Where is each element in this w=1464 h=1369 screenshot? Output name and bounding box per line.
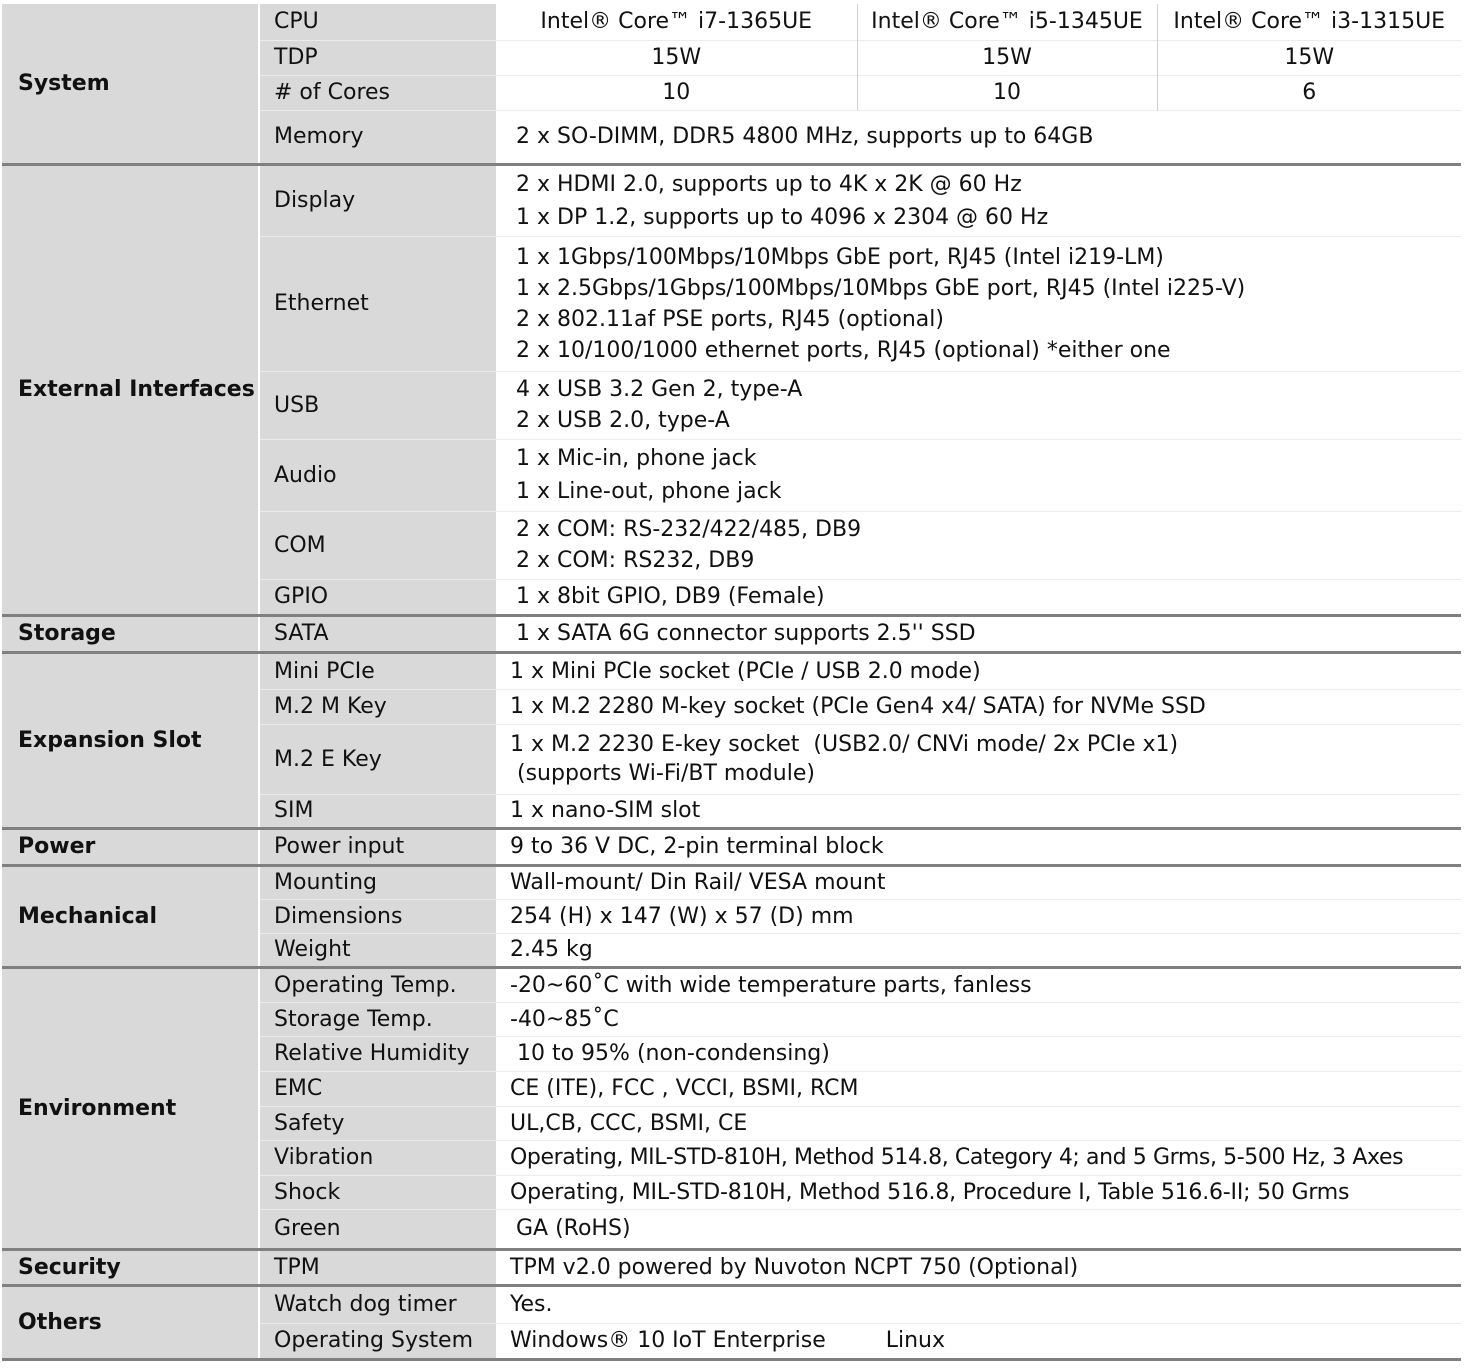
value-safety: UL,CB, CCC, BSMI, CE (496, 1106, 1461, 1140)
label-emc: EMC (259, 1071, 496, 1106)
m2-e-key-line: (supports Wi-Fi/BT module) (510, 761, 815, 786)
value-com (496, 511, 1461, 579)
com-line: 2 x COM: RS232, DB9 (516, 548, 755, 573)
label-tdp: TDP (259, 40, 496, 75)
label-sata: SATA (259, 615, 496, 652)
label-cores: # of Cores (259, 75, 496, 110)
label-watchdog: Watch dog timer (259, 1285, 496, 1323)
value-sata: 1 x SATA 6G connector supports 2.5'' SSD (496, 615, 1461, 652)
label-operating-system: Operating System (259, 1323, 496, 1359)
cores-i5: 10 (857, 75, 1157, 110)
value-sim: 1 x nano-SIM slot (496, 794, 1461, 828)
category-mechanical: Mechanical (2, 865, 259, 967)
value-watchdog: Yes. (496, 1285, 1461, 1323)
label-minipcie: Mini PCIe (259, 652, 496, 689)
row-display (2, 164, 1461, 236)
value-gpio: 1 x 8bit GPIO, DB9 (Female) (496, 579, 1461, 615)
cores-i3: 6 (1157, 75, 1461, 110)
row-minipcie (2, 652, 1461, 689)
os-windows: Windows® 10 IoT Enterprise (510, 1328, 826, 1353)
label-tpm: TPM (259, 1249, 496, 1285)
label-mounting: Mounting (259, 865, 496, 899)
label-dimensions: Dimensions (259, 899, 496, 933)
label-com: COM (259, 511, 496, 579)
value-m2-e-key (496, 724, 1461, 794)
label-m2-m-key: M.2 M Key (259, 689, 496, 724)
value-audio (496, 439, 1461, 511)
label-operating-temp: Operating Temp. (259, 967, 496, 1002)
category-system: System (2, 4, 259, 164)
m2-e-key-line: 1 x M.2 2230 E-key socket (USB2.0/ CNVi mode/ 2x PCIe x1) (510, 732, 1179, 757)
row-tpm (2, 1249, 1461, 1285)
row-watchdog (2, 1285, 1461, 1323)
tdp-i5: 15W (857, 40, 1157, 75)
label-memory: Memory (259, 110, 496, 164)
value-display (496, 164, 1461, 236)
value-ethernet (496, 236, 1461, 371)
label-display: Display (259, 164, 496, 236)
value-vibration: Operating, MIL-STD-810H, Method 514.8, Category 4; and 5 Grms, 5-500 Hz, 3 Axes (496, 1140, 1461, 1175)
label-green: Green (259, 1209, 496, 1249)
category-expansion-slot: Expansion Slot (2, 652, 259, 828)
label-vibration: Vibration (259, 1140, 496, 1175)
label-ethernet: Ethernet (259, 236, 496, 371)
row-mounting (2, 865, 1461, 899)
value-m2-m-key: 1 x M.2 2280 M-key socket (PCIe Gen4 x4/ SATA) for NVMe SSD (496, 689, 1461, 724)
label-sim: SIM (259, 794, 496, 828)
ethernet-line: 1 x 2.5Gbps/1Gbps/100Mbps/10Mbps GbE port, RJ45 (Intel i225-V) (516, 275, 1246, 301)
category-power: Power (2, 828, 259, 865)
value-green: GA (RoHS) (496, 1209, 1461, 1249)
value-operating-system (496, 1323, 1461, 1359)
cpu-model-i3: Intel® Core™ i3-1315UE (1157, 4, 1461, 40)
category-others: Others (2, 1285, 259, 1359)
value-usb (496, 371, 1461, 439)
spec-table (2, 4, 1461, 1361)
value-weight: 2.45 kg (496, 933, 1461, 967)
cores-i7: 10 (496, 75, 857, 110)
value-memory: 2 x SO-DIMM, DDR5 4800 MHz, supports up to 64GB (496, 110, 1461, 164)
usb-line: 4 x USB 3.2 Gen 2, type-A (516, 377, 803, 402)
tdp-i3: 15W (1157, 40, 1461, 75)
label-m2-e-key: M.2 E Key (259, 724, 496, 794)
label-humidity: Relative Humidity (259, 1036, 496, 1071)
os-linux: Linux (885, 1328, 946, 1353)
value-operating-temp: -20~60˚C with wide temperature parts, fanless (496, 967, 1461, 1002)
label-storage-temp: Storage Temp. (259, 1002, 496, 1036)
row-cpu (2, 4, 1461, 40)
label-gpio: GPIO (259, 579, 496, 615)
display-line: 1 x DP 1.2, supports up to 4096 x 2304 @ 60 Hz (516, 204, 1049, 230)
ethernet-line: 2 x 802.11af PSE ports, RJ45 (optional) (516, 306, 944, 332)
row-sata (2, 615, 1461, 652)
ethernet-line: 1 x 1Gbps/100Mbps/10Mbps GbE port, RJ45 (Intel i219-LM) (516, 244, 1164, 270)
category-external-interfaces: External Interfaces (2, 164, 259, 615)
value-minipcie: 1 x Mini PCIe socket (PCIe / USB 2.0 mode) (496, 652, 1461, 689)
category-environment: Environment (2, 967, 259, 1249)
category-security: Security (2, 1249, 259, 1285)
row-power-input (2, 828, 1461, 865)
com-line: 2 x COM: RS-232/422/485, DB9 (516, 517, 862, 542)
label-weight: Weight (259, 933, 496, 967)
label-power-input: Power input (259, 828, 496, 865)
label-shock: Shock (259, 1175, 496, 1209)
cpu-model-i5: Intel® Core™ i5-1345UE (857, 4, 1157, 40)
category-storage: Storage (2, 615, 259, 652)
tdp-i7: 15W (496, 40, 857, 75)
row-operating-temp (2, 967, 1461, 1002)
label-cpu: CPU (259, 4, 496, 40)
cpu-model-i7: Intel® Core™ i7-1365UE (540, 9, 813, 35)
display-line: 2 x HDMI 2.0, supports up to 4K x 2K @ 60 Hz (516, 171, 1022, 197)
value-humidity: 10 to 95% (non-condensing) (496, 1036, 1461, 1071)
audio-line: 1 x Line-out, phone jack (516, 479, 782, 504)
value-power-input: 9 to 36 V DC, 2-pin terminal block (496, 828, 1461, 865)
label-usb: USB (259, 371, 496, 439)
value-shock: Operating, MIL-STD-810H, Method 516.8, Procedure I, Table 516.6-II; 50 Grms (496, 1175, 1461, 1209)
usb-line: 2 x USB 2.0, type-A (516, 408, 730, 433)
audio-line: 1 x Mic-in, phone jack (516, 446, 757, 471)
label-audio: Audio (259, 439, 496, 511)
value-tpm: TPM v2.0 powered by Nuvoton NCPT 750 (Optional) (496, 1249, 1461, 1285)
value-storage-temp: -40~85˚C (496, 1002, 1461, 1036)
ethernet-line: 2 x 10/100/1000 ethernet ports, RJ45 (optional) *either one (516, 337, 1171, 363)
value-dimensions: 254 (H) x 147 (W) x 57 (D) mm (496, 899, 1461, 933)
value-mounting: Wall-mount/ Din Rail/ VESA mount (496, 865, 1461, 899)
value-emc: CE (ITE), FCC , VCCI, BSMI, RCM (496, 1071, 1461, 1106)
label-safety: Safety (259, 1106, 496, 1140)
